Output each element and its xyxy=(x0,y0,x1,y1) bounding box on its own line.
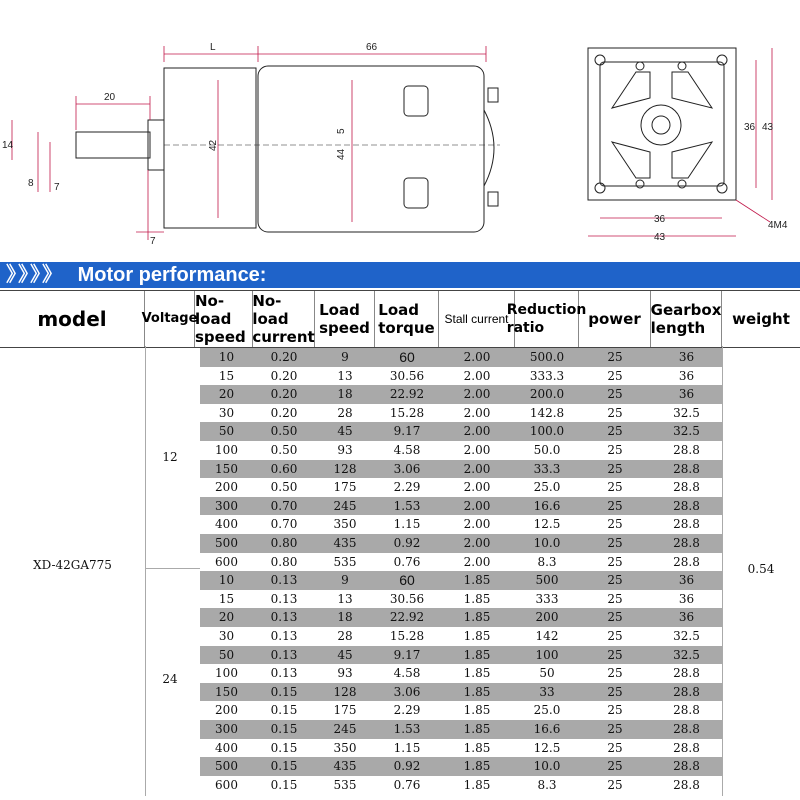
cell-noload-speed: 50 xyxy=(218,647,235,662)
divider xyxy=(145,346,146,796)
header-reduction-ratio xyxy=(506,291,587,347)
cell-reduction-ratio: 142.8 xyxy=(529,405,565,420)
voltage-cell-12: 12 xyxy=(162,450,178,464)
table-row xyxy=(200,627,722,646)
cell-power: 25 xyxy=(607,480,623,495)
cell-noload-current: 0.13 xyxy=(270,666,298,681)
table-row xyxy=(200,701,722,720)
cell-reduction-ratio: 16.6 xyxy=(533,722,561,736)
table-row xyxy=(200,553,722,572)
cell-power: 25 xyxy=(607,629,623,643)
cell-load-torque: 0.92 xyxy=(393,536,421,550)
cell-load-torque: 30.56 xyxy=(389,591,425,606)
cell-stall-current: 1.85 xyxy=(463,703,491,718)
table-row xyxy=(200,720,722,739)
motor-dimension-drawing xyxy=(0,0,800,258)
cell-gearbox-length: 32.5 xyxy=(673,424,700,439)
table-row xyxy=(200,776,722,795)
header-line: Gearbox xyxy=(650,301,722,319)
cell-load-torque: 9.17 xyxy=(393,424,421,439)
dim-label-center: 5 xyxy=(336,128,347,134)
dim-label-shaft-d2: 7 xyxy=(54,182,60,193)
table-row xyxy=(200,664,722,683)
cell-power: 25 xyxy=(607,573,623,588)
cell-power: 25 xyxy=(607,554,623,569)
cell-load-speed: 128 xyxy=(333,684,357,699)
cell-noload-current: 0.15 xyxy=(270,740,298,755)
cell-gearbox-length: 28.8 xyxy=(673,666,700,681)
cell-power: 25 xyxy=(607,517,623,532)
cell-reduction-ratio: 500 xyxy=(535,573,559,588)
weight-cell: 0.54 xyxy=(747,562,775,576)
cell-noload-speed: 20 xyxy=(218,387,235,402)
cell-stall-current: 1.85 xyxy=(463,666,491,681)
cell-load-speed: 9 xyxy=(341,573,349,588)
cell-load-torque: 4.58 xyxy=(393,666,421,681)
cell-reduction-ratio: 50 xyxy=(539,666,555,681)
table-row xyxy=(200,739,722,758)
cell-noload-current: 0.15 xyxy=(270,703,298,718)
cell-load-torque: 22.92 xyxy=(389,387,425,402)
cell-reduction-ratio: 100 xyxy=(535,647,559,662)
cell-power: 25 xyxy=(607,647,623,662)
cell-load-speed: 350 xyxy=(333,517,357,532)
front-flange xyxy=(588,48,736,200)
cell-noload-speed: 600 xyxy=(215,777,238,792)
cell-load-speed: 245 xyxy=(333,722,357,736)
table-row xyxy=(200,460,722,479)
cell-power: 25 xyxy=(607,722,623,736)
cell-load-speed: 175 xyxy=(333,703,357,718)
cell-power: 25 xyxy=(607,759,623,774)
cell-noload-speed: 500 xyxy=(215,536,238,550)
cell-noload-speed: 30 xyxy=(218,629,235,643)
cell-power: 25 xyxy=(607,777,623,792)
cell-gearbox-length: 28.8 xyxy=(673,684,700,699)
cell-load-torque: 9.17 xyxy=(393,647,421,662)
cell-gearbox-length: 32.5 xyxy=(673,629,700,643)
cell-load-torque: 30.56 xyxy=(389,368,425,383)
cell-stall-current: 2.00 xyxy=(463,554,491,569)
cell-gearbox-length: 28.8 xyxy=(673,443,700,457)
cell-reduction-ratio: 8.3 xyxy=(537,777,557,792)
cell-load-torque: 3.06 xyxy=(393,684,421,699)
cell-power: 25 xyxy=(607,536,623,550)
cell-stall-current: 2.00 xyxy=(463,517,491,532)
table-row xyxy=(200,571,722,590)
cell-stall-current: 2.00 xyxy=(463,368,491,383)
header-line: Load xyxy=(378,301,419,319)
cell-gearbox-length: 28.8 xyxy=(673,554,700,569)
cell-reduction-ratio: 142 xyxy=(535,629,559,643)
cell-load-speed: 93 xyxy=(337,443,353,457)
cell-load-torque: 15.28 xyxy=(389,405,425,420)
cell-load-speed: 535 xyxy=(333,777,357,792)
header-stall-current: Stall current xyxy=(439,291,515,347)
dim-label-gearbox-height: 42 xyxy=(208,139,219,151)
cell-load-speed: 350 xyxy=(333,740,357,755)
cell-stall-current: 2.00 xyxy=(463,536,491,550)
cell-stall-current: 1.85 xyxy=(463,684,491,699)
table-row xyxy=(200,515,722,534)
cell-gearbox-length: 36 xyxy=(678,610,695,625)
table-row xyxy=(200,534,722,553)
cell-stall-current: 1.85 xyxy=(463,647,491,662)
dim-label-flange: 7 xyxy=(150,236,156,247)
cell-gearbox-length: 28.8 xyxy=(673,517,700,532)
cell-load-speed: 93 xyxy=(337,666,353,681)
dim-label-motor-height: 44 xyxy=(336,148,347,160)
cell-load-torque: 4.58 xyxy=(393,443,421,457)
chevron-icons: 》》》》 xyxy=(6,264,64,286)
cell-stall-current: 2.00 xyxy=(463,461,491,476)
performance-table-body xyxy=(0,346,800,796)
cell-power: 25 xyxy=(607,703,623,718)
cell-stall-current: 2.00 xyxy=(463,480,491,495)
cell-power: 25 xyxy=(607,405,623,420)
cell-load-speed: 13 xyxy=(337,591,353,606)
cell-power: 25 xyxy=(607,424,623,439)
cell-stall-current: 1.85 xyxy=(463,722,491,736)
cell-reduction-ratio: 12.5 xyxy=(533,740,561,755)
header-line: Reduction xyxy=(506,302,587,318)
shaft xyxy=(76,132,150,158)
cell-noload-current: 0.20 xyxy=(270,368,298,383)
cell-reduction-ratio: 333 xyxy=(535,591,559,606)
voltage-cell-24: 24 xyxy=(162,672,178,686)
dim-label-shaft-d1: 8 xyxy=(28,178,34,189)
cell-stall-current: 2.00 xyxy=(463,405,491,420)
cell-stall-current: 2.00 xyxy=(463,498,491,513)
cell-reduction-ratio: 33 xyxy=(539,684,555,699)
header-line: speed xyxy=(319,319,370,337)
cell-load-speed: 128 xyxy=(333,461,357,476)
cell-noload-current: 0.15 xyxy=(270,722,298,736)
cell-noload-speed: 15 xyxy=(218,368,235,383)
cell-noload-current: 0.80 xyxy=(270,554,298,569)
cell-load-torque: 1.53 xyxy=(393,498,421,513)
cell-noload-current: 0.13 xyxy=(270,573,298,588)
cell-stall-current: 1.85 xyxy=(463,610,491,625)
cell-gearbox-length: 28.8 xyxy=(673,498,700,513)
table-row xyxy=(200,478,722,497)
cell-reduction-ratio: 12.5 xyxy=(533,517,561,532)
cell-noload-current: 0.70 xyxy=(270,517,298,532)
dim-label-key: 14 xyxy=(2,140,14,151)
cell-noload-speed: 10 xyxy=(218,350,235,364)
cell-noload-speed: 200 xyxy=(215,703,238,718)
cell-load-speed: 13 xyxy=(337,368,353,383)
cell-power: 25 xyxy=(607,591,623,606)
cell-power: 25 xyxy=(607,387,623,402)
banner-title: Motor performance: xyxy=(77,264,267,286)
cell-noload-speed: 200 xyxy=(215,480,238,495)
header-weight: weight xyxy=(732,310,790,328)
header-line: speed xyxy=(195,328,246,346)
header-load-speed xyxy=(315,291,375,347)
table-row xyxy=(200,608,722,627)
header-power: power xyxy=(579,291,651,347)
cell-stall-current: 2.00 xyxy=(463,443,491,457)
cell-stall-current: 1.85 xyxy=(463,573,491,588)
motor-performance-banner xyxy=(0,262,800,288)
cell-noload-current: 0.13 xyxy=(270,591,298,606)
cell-stall-current: 1.85 xyxy=(463,591,491,606)
cell-load-torque: 0.76 xyxy=(393,777,421,792)
cell-load-torque: 3.06 xyxy=(393,461,421,476)
cell-gearbox-length: 32.5 xyxy=(673,647,700,662)
cell-noload-current: 0.20 xyxy=(270,387,298,402)
cell-load-speed: 245 xyxy=(333,498,357,513)
cell-noload-current: 0.50 xyxy=(270,443,298,457)
cell-gearbox-length: 28.8 xyxy=(673,461,700,476)
cell-load-torque: 2.29 xyxy=(393,703,421,718)
cell-reduction-ratio: 25.0 xyxy=(533,480,561,495)
cell-noload-current: 0.15 xyxy=(270,684,298,699)
cell-noload-speed: 300 xyxy=(215,722,238,736)
header-voltage: Voltage xyxy=(145,291,195,347)
table-row xyxy=(200,683,722,702)
cell-load-torque: 15.28 xyxy=(389,629,425,643)
table-row xyxy=(200,497,722,516)
dim-label-shaft-length: 20 xyxy=(104,92,116,103)
cell-noload-current: 0.20 xyxy=(270,405,298,420)
cell-noload-current: 0.50 xyxy=(270,424,298,439)
cell-reduction-ratio: 333.3 xyxy=(529,368,565,383)
cell-load-torque: 1.15 xyxy=(393,740,421,755)
cell-noload-current: 0.13 xyxy=(270,610,298,625)
cell-power: 25 xyxy=(607,684,623,699)
cell-load-speed: 9 xyxy=(341,350,349,364)
header-line: ratio xyxy=(506,320,545,336)
cell-power: 25 xyxy=(607,368,623,383)
cell-noload-speed: 30 xyxy=(218,405,235,420)
cell-load-torque: 22.92 xyxy=(389,610,425,625)
cell-power: 25 xyxy=(607,498,623,513)
cell-power: 25 xyxy=(607,666,623,681)
cell-noload-speed: 50 xyxy=(218,424,235,439)
cell-load-speed: 18 xyxy=(337,387,353,402)
cell-noload-current: 0.80 xyxy=(270,536,298,550)
cell-power: 25 xyxy=(607,461,623,476)
cell-noload-current: 0.13 xyxy=(270,629,298,643)
header-line: No-load xyxy=(252,292,289,328)
cell-load-speed: 435 xyxy=(333,759,357,774)
cell-gearbox-length: 36 xyxy=(678,591,695,606)
table-row xyxy=(200,367,722,386)
table-row xyxy=(200,590,722,609)
cell-stall-current: 2.00 xyxy=(463,424,491,439)
cell-gearbox-length: 32.5 xyxy=(673,405,700,420)
cell-power: 25 xyxy=(607,610,623,625)
header-line: No-load xyxy=(195,292,232,328)
table-row xyxy=(200,441,722,460)
header-noload-current xyxy=(253,291,315,347)
table-row xyxy=(200,646,722,665)
table-row xyxy=(200,757,722,776)
cell-noload-speed: 10 xyxy=(218,573,235,588)
cell-noload-current: 0.15 xyxy=(270,777,298,792)
cell-noload-speed: 500 xyxy=(215,759,238,774)
cell-power: 25 xyxy=(607,740,623,755)
dim-label-screw: 4M4 xyxy=(768,220,788,231)
cell-gearbox-length: 36 xyxy=(678,350,695,364)
cell-gearbox-length: 28.8 xyxy=(673,536,700,550)
cell-load-torque: 1.53 xyxy=(393,722,421,736)
cell-load-torque: 0.92 xyxy=(393,759,421,774)
header-model: model xyxy=(0,291,145,347)
cell-noload-speed: 600 xyxy=(215,554,238,569)
cell-noload-current: 0.20 xyxy=(270,350,298,364)
cell-stall-current: 1.85 xyxy=(463,629,491,643)
cell-reduction-ratio: 50.0 xyxy=(533,443,561,457)
cell-gearbox-length: 28.8 xyxy=(673,759,700,774)
cell-power: 25 xyxy=(607,443,623,457)
table-row xyxy=(200,422,722,441)
cell-noload-speed: 300 xyxy=(215,498,238,513)
cell-load-speed: 45 xyxy=(337,424,353,439)
cell-stall-current: 1.85 xyxy=(463,777,491,792)
cell-reduction-ratio: 10.0 xyxy=(533,759,561,774)
cell-reduction-ratio: 10.0 xyxy=(533,536,561,550)
header-line: torque xyxy=(378,319,435,337)
cell-reduction-ratio: 33.3 xyxy=(533,461,561,476)
header-line: length xyxy=(650,319,706,337)
cell-noload-speed: 15 xyxy=(218,591,235,606)
performance-table-header xyxy=(0,290,800,348)
divider xyxy=(145,568,200,569)
cell-noload-speed: 400 xyxy=(215,740,238,755)
cell-noload-current: 0.60 xyxy=(270,461,298,476)
cell-noload-speed: 20 xyxy=(218,610,235,625)
table-row xyxy=(200,348,722,367)
cell-gearbox-length: 28.8 xyxy=(673,722,700,736)
cell-stall-current: 1.85 xyxy=(463,759,491,774)
cell-gearbox-length: 28.8 xyxy=(673,777,700,792)
dim-label-outer-width: 43 xyxy=(654,232,666,243)
cell-stall-current: 2.00 xyxy=(463,350,491,364)
cell-load-torque: 60 xyxy=(399,572,415,589)
header-load-torque xyxy=(375,291,439,347)
cell-noload-current: 0.13 xyxy=(270,647,298,662)
header-noload-speed xyxy=(195,291,253,347)
cell-load-torque: 1.15 xyxy=(393,517,421,532)
table-row xyxy=(200,404,722,423)
cell-gearbox-length: 28.8 xyxy=(673,480,700,495)
cell-load-speed: 18 xyxy=(337,610,353,625)
cell-gearbox-length: 36 xyxy=(678,573,695,588)
dim-label-L: L xyxy=(210,42,216,53)
cell-noload-speed: 150 xyxy=(215,684,238,699)
cell-reduction-ratio: 200 xyxy=(535,610,559,625)
cell-stall-current: 1.85 xyxy=(463,740,491,755)
cell-load-torque: 2.29 xyxy=(393,480,421,495)
dim-label-hole-height: 36 xyxy=(744,122,756,133)
dim-label-hole-width: 36 xyxy=(654,214,666,225)
cell-load-torque: 0.76 xyxy=(393,554,421,569)
cell-reduction-ratio: 200.0 xyxy=(529,387,565,402)
cell-noload-current: 0.70 xyxy=(270,498,298,513)
cell-load-torque: 60 xyxy=(399,349,415,365)
cell-load-speed: 175 xyxy=(333,480,357,495)
model-cell: XD-42GA775 xyxy=(33,558,112,572)
dim-label-outer-height: 43 xyxy=(762,122,774,133)
cell-reduction-ratio: 25.0 xyxy=(533,703,561,718)
cell-noload-speed: 100 xyxy=(215,666,238,681)
cell-noload-speed: 400 xyxy=(215,517,238,532)
cell-power: 25 xyxy=(607,350,623,364)
cell-load-speed: 435 xyxy=(333,536,357,550)
dim-label-overall: 66 xyxy=(366,42,378,53)
cell-reduction-ratio: 8.3 xyxy=(537,554,557,569)
cell-noload-speed: 150 xyxy=(215,461,238,476)
cell-reduction-ratio: 16.6 xyxy=(533,498,561,513)
cell-noload-speed: 100 xyxy=(215,443,238,457)
cell-reduction-ratio: 100.0 xyxy=(529,424,565,439)
cell-gearbox-length: 28.8 xyxy=(673,740,700,755)
header-line: Load xyxy=(319,301,360,319)
cell-gearbox-length: 36 xyxy=(678,368,695,383)
motor-body xyxy=(258,66,484,232)
cell-gearbox-length: 36 xyxy=(678,387,695,402)
cell-load-speed: 28 xyxy=(337,405,353,420)
cell-noload-current: 0.15 xyxy=(270,759,298,774)
cell-reduction-ratio: 500.0 xyxy=(529,350,565,364)
cell-load-speed: 535 xyxy=(333,554,357,569)
table-row xyxy=(200,385,722,404)
cell-load-speed: 28 xyxy=(337,629,353,643)
header-gearbox-length xyxy=(651,291,722,347)
cell-gearbox-length: 28.8 xyxy=(673,703,700,718)
cell-noload-current: 0.50 xyxy=(270,480,298,495)
cell-stall-current: 2.00 xyxy=(463,387,491,402)
header-line: current xyxy=(252,328,315,346)
cell-load-speed: 45 xyxy=(337,647,353,662)
